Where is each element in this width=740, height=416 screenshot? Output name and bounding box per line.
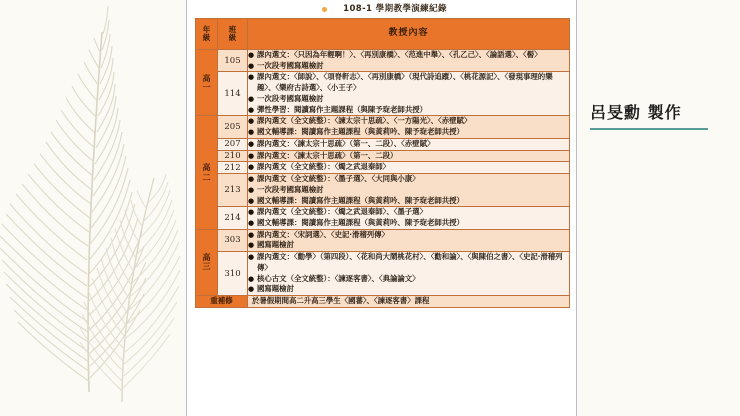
grade-cell	[196, 50, 218, 116]
content-cell	[248, 174, 570, 207]
author-name: 呂旻勳 製作	[590, 103, 682, 122]
grade-char: 三	[202, 262, 211, 272]
content-text: 課內選文：〈諫太宗十思疏〉（第一、二段）	[257, 150, 398, 160]
table-row	[196, 174, 570, 207]
content-text: 課內選文：〈諫太宗十思疏〉（第一、二段）、〈赤壁賦〉	[257, 138, 435, 148]
bullet-icon: ●	[248, 208, 255, 217]
bullet-icon: ●	[248, 73, 255, 82]
class-cell: 205	[218, 116, 248, 138]
table-body	[196, 50, 570, 308]
content-cell	[248, 72, 570, 116]
grade-char: 高	[202, 163, 211, 173]
class-cell: 213	[218, 174, 248, 207]
class-cell: 212	[218, 162, 248, 174]
table-row	[196, 207, 570, 229]
bullet-icon: ●	[248, 285, 255, 294]
feather-decoration	[0, 0, 190, 416]
content-cell	[248, 116, 570, 138]
class-cell: 114	[218, 72, 248, 116]
grade-char: 一	[202, 82, 211, 92]
content-text: 課內選文（全文統整）：〈燭之武退秦師〉、〈墨子選〉	[257, 207, 427, 217]
content-cell	[248, 150, 570, 162]
content-cell	[248, 50, 570, 72]
column-header-class: 班 級	[218, 19, 248, 50]
content-bullet-item	[248, 162, 569, 173]
bullet-icon: ●	[248, 185, 255, 194]
table-row	[196, 50, 570, 72]
table-row	[196, 116, 570, 138]
content-bullet-item	[248, 94, 569, 105]
content-bullet-item	[248, 252, 569, 273]
content-bullet-item	[248, 274, 569, 285]
table-row	[196, 72, 570, 116]
content-bullet-item	[248, 218, 569, 229]
table-row	[196, 150, 570, 162]
content-bullet-item	[248, 174, 569, 185]
content-bullet-item	[248, 72, 569, 93]
bullet-icon: ●	[248, 139, 255, 148]
content-text: 一次段考國寫題檢討	[257, 60, 324, 70]
content-cell	[248, 162, 570, 174]
content-bullet-item	[248, 50, 569, 61]
content-text: 核心古文（全文統整）：〈諫逐客書〉、〈典論論文〉	[257, 273, 420, 283]
content-text: 國寫題檢討	[257, 240, 294, 250]
content-cell	[248, 138, 570, 150]
grade-cell	[196, 229, 218, 295]
bullet-icon: ●	[248, 117, 255, 126]
class-cell: 214	[218, 207, 248, 229]
bullet-icon: ●	[248, 196, 255, 205]
content-text: 課內選文：〈宋詞選〉、〈史記‧滑稽列傳〉	[257, 229, 389, 239]
bullet-icon: ●	[248, 105, 255, 114]
content-text: 國文輔導課：閱讀寫作主題課程（與黃莉吟、陳予琁老師共授）	[257, 218, 464, 228]
content-bullet-item	[248, 185, 569, 196]
content-bullet-item	[248, 151, 569, 162]
grade-char: 二	[202, 172, 211, 182]
bullet-icon: ●	[248, 241, 255, 250]
content-text: 課內選文：〈師說〉、〈項脊軒志〉、〈再別康橋〉（現代詩追蹤）、〈桃花源記〉、〈發現事理的樂趣〉、〈樂府古詩選〉、〈小王子〉	[257, 72, 553, 93]
content-bullet-item	[248, 105, 569, 116]
class-cell: 207	[218, 138, 248, 150]
footer-content-cell: 於暑假期間高二升高三學生〈國蕃〉、〈諫逐客書〉課程	[248, 296, 570, 308]
teaching-record-table	[195, 18, 570, 308]
grade-cell	[196, 116, 218, 229]
content-text: 國文輔導課：閱讀寫作主題課程（與黃莉吟、陳予琁老師共授）	[257, 127, 464, 137]
table-footer-row	[196, 296, 570, 308]
content-cell	[248, 207, 570, 229]
content-text: 課內選文：〈勸學〉（第四段）、〈花和尚大鬧桃花村〉、〈勸和論〉、〈與陳伯之書〉、〈史記‧滑稽列傳〉	[257, 252, 563, 272]
class-cell: 105	[218, 50, 248, 72]
content-text: 國文輔導課：閱讀寫作主題課程（與黃莉吟、陳予琁老師共授）	[257, 195, 464, 205]
content-cell	[248, 252, 570, 296]
header-row	[196, 19, 570, 50]
document-title	[187, 0, 576, 18]
content-bullet-item	[248, 196, 569, 207]
bullet-icon: ●	[248, 219, 255, 228]
bullet-icon: ●	[248, 253, 255, 262]
content-bullet-item	[248, 139, 569, 150]
content-text: 一次段考國寫題檢討	[257, 93, 324, 103]
bullet-icon: ●	[248, 94, 255, 103]
bullet-icon: ●	[248, 175, 255, 184]
teaching-record-document	[186, 0, 577, 416]
bullet-icon	[322, 7, 327, 12]
table-row	[196, 138, 570, 150]
grade-char: 高	[202, 73, 211, 83]
bullet-icon: ●	[248, 128, 255, 137]
content-bullet-item	[248, 127, 569, 138]
content-text: 一次段考國寫題檢討	[257, 184, 324, 194]
content-bullet-item	[248, 240, 569, 251]
content-bullet-item	[248, 207, 569, 218]
bullet-icon: ●	[248, 274, 255, 283]
content-bullet-item	[248, 116, 569, 127]
content-text: 課內選文（全文統整）：〈燭之武退秦師〉	[257, 162, 391, 172]
class-cell: 310	[218, 252, 248, 296]
content-bullet-item	[248, 61, 569, 72]
content-cell	[248, 229, 570, 251]
bullet-icon: ●	[248, 151, 255, 160]
document-title-text: 108-1 學期教學演練紀錄	[343, 4, 447, 14]
author-attribution	[590, 100, 720, 130]
content-bullet-item	[248, 284, 569, 295]
column-header-content: 教授內容	[248, 19, 570, 50]
table-row	[196, 252, 570, 296]
bullet-icon: ●	[248, 61, 255, 70]
author-underline	[590, 128, 708, 130]
class-cell: 303	[218, 229, 248, 251]
content-text: 彈性學習：閱讀寫作主題課程（與陳予琁老師共授）	[257, 104, 427, 114]
feather-icon	[0, 0, 190, 416]
bullet-icon: ●	[248, 230, 255, 239]
table-row	[196, 229, 570, 251]
content-text: 課內選文（全文統整）：〈諫太宗十思疏〉、〈一方陽光〉、〈赤壁賦〉	[257, 116, 472, 126]
table-header	[196, 19, 570, 50]
grade-char: 高	[202, 253, 211, 263]
bullet-icon: ●	[248, 51, 255, 59]
table-row	[196, 162, 570, 174]
content-text: 課內選文：〈只因為年輕啊！〉、〈再別康橋〉、〈范進中舉〉、〈孔乙己〉、〈論語選〉、〈髻〉	[257, 50, 542, 59]
bullet-icon: ●	[248, 163, 255, 172]
content-text: 課內選文（全文統整）：〈墨子選〉、〈大同與小康〉	[257, 174, 420, 184]
class-cell: 210	[218, 150, 248, 162]
content-text: 國寫題檢討	[257, 284, 294, 294]
content-bullet-item	[248, 230, 569, 241]
footer-label-cell: 重補修	[196, 296, 248, 308]
column-header-grade: 年 級	[196, 19, 218, 50]
